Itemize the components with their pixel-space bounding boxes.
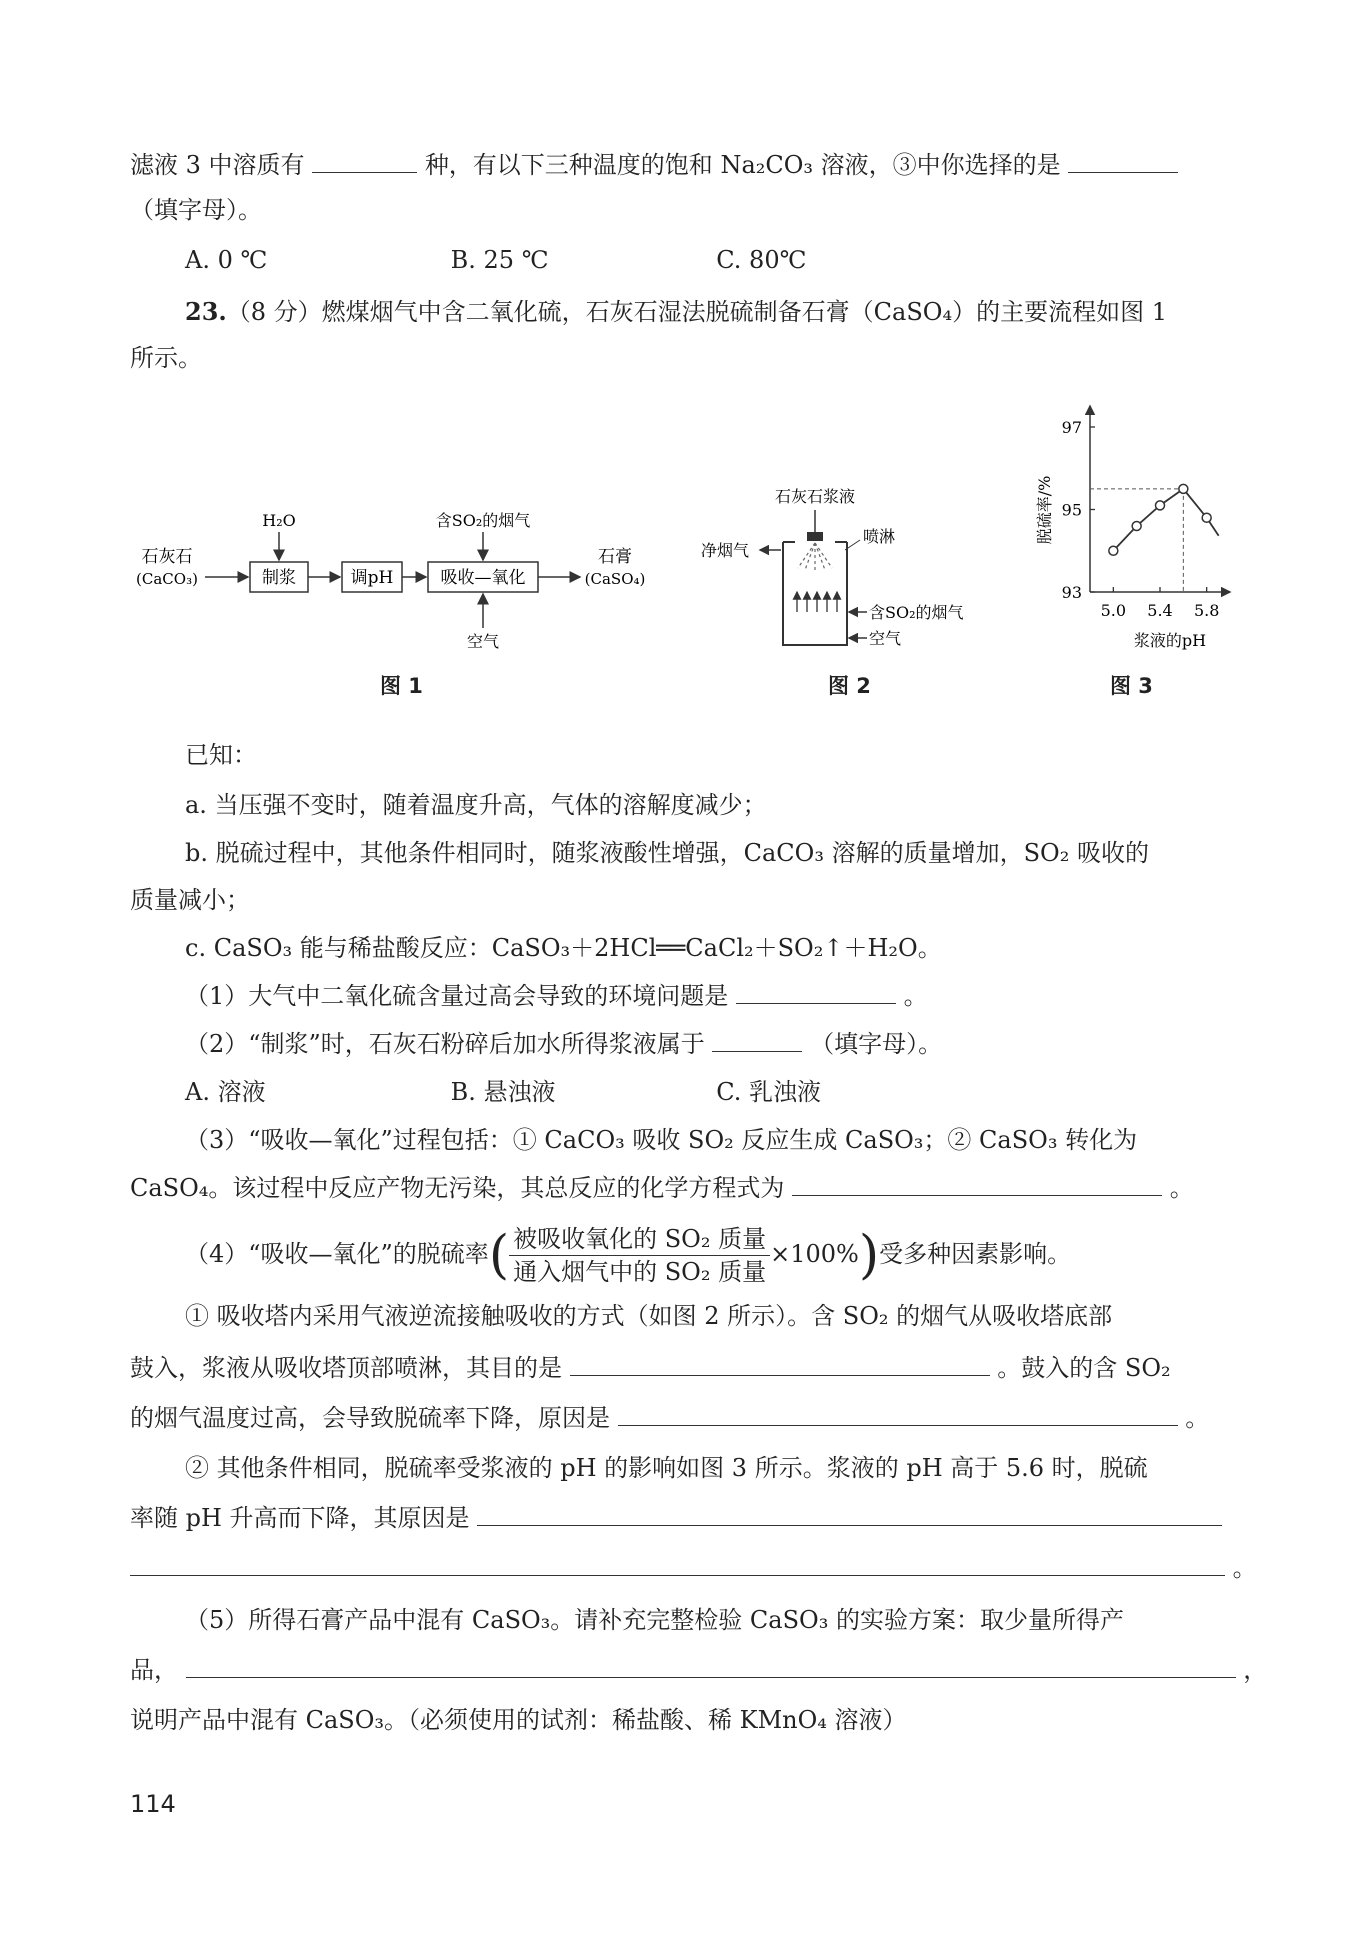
x-axis-label: 浆液的pH: [1133, 631, 1207, 650]
text: 率随 pH 升高而下降，其原因是: [130, 1504, 470, 1532]
q3-cont: [130, 1168, 1250, 1208]
text: 。: [1169, 1174, 1194, 1202]
question-intro-cont: [130, 338, 1250, 378]
left-paren: (: [488, 1225, 510, 1286]
output-label: 石膏: [598, 547, 632, 567]
text: （2）“制浆”时，石灰石粉碎后加水所得浆液属于: [185, 1030, 705, 1058]
data-point: [1202, 513, 1211, 522]
figure-2-caption: 图 2: [828, 674, 871, 698]
fraction: [509, 1223, 770, 1288]
q4-1-cont: [130, 1348, 1250, 1388]
data-point: [1179, 484, 1188, 493]
input-label: 石灰石: [141, 547, 193, 567]
known-title: 已知：: [185, 741, 257, 769]
q2: [185, 1024, 1305, 1064]
q4-2-cont: [130, 1498, 1250, 1538]
text: （填字母）。: [810, 1030, 943, 1058]
fraction-numerator: 被吸收氧化的 SO₂ 质量: [509, 1223, 770, 1256]
q4-2: ② 其他条件相同，脱硫率受浆液的 pH 的影响如图 3 所示。浆液的 pH 高于 5.6 时，脱硫: [185, 1454, 1148, 1482]
option-c: C. 80℃: [716, 246, 807, 274]
text: 的烟气温度过高，会导致脱硫率下降，原因是: [130, 1404, 610, 1432]
answer-blank[interactable]: [477, 1499, 1222, 1526]
page-number: 114: [130, 1790, 176, 1818]
x-tick-label: 5.8: [1193, 601, 1220, 620]
q4: [185, 1218, 1305, 1290]
text: 受多种因素影响。: [879, 1240, 1072, 1268]
answer-blank[interactable]: [792, 1169, 1162, 1196]
spray-nozzle: [807, 532, 823, 541]
answer-blank[interactable]: [130, 1549, 1225, 1576]
q5-cont: [130, 1650, 1268, 1690]
text: （8 分）燃煤烟气中含二氧化硫，石灰石湿法脱硫制备石膏（CaSO₄）的主要流程如图 1: [226, 298, 1167, 326]
fraction-denominator: 通入烟气中的 SO₂ 质量: [513, 1258, 767, 1286]
question-number: 23.: [185, 297, 227, 326]
figure-3-caption: 图 3: [1110, 674, 1153, 698]
option-b: B. 悬浊液: [450, 1078, 556, 1106]
box-slurry-label: 制浆: [262, 568, 296, 588]
text: （1）大气中二氧化硫含量过高会导致的环境问题是: [185, 982, 729, 1010]
figure-1-caption: 图 1: [380, 674, 423, 698]
y-axis-label: 脱硫率/%: [1035, 475, 1054, 545]
text: CaSO₄。该过程中反应产物无污染，其总反应的化学方程式为: [130, 1174, 785, 1202]
figure-1-flow-diagram: [135, 500, 675, 660]
right-paren: ): [858, 1225, 880, 1286]
known-a: a. 当压强不变时，随着温度升高，气体的溶解度减少；: [185, 791, 767, 819]
text: 所示。: [130, 344, 202, 372]
question-line: [130, 190, 1250, 230]
figure-2-absorption-tower: [695, 480, 995, 660]
input-formula: (CaCO₃): [136, 570, 198, 588]
text: 。鼓入的含 SO₂: [997, 1354, 1171, 1382]
known-c: c. CaSO₃ 能与稀盐酸反应：CaSO₃＋2HCl══CaCl₂＋SO₂↑＋H₂O。: [185, 934, 942, 962]
answer-blank[interactable]: [736, 977, 896, 1004]
option-c: C. 乳浊液: [716, 1078, 822, 1106]
slurry-label: 石灰石浆液: [774, 487, 856, 506]
q5-cont2: 说明产品中混有 CaSO₃。（必须使用的试剂：稀盐酸、稀 KMnO₄ 溶液）: [130, 1706, 907, 1734]
y-tick-label: 95: [1061, 500, 1082, 520]
q4-2-cont2: [130, 1548, 1257, 1588]
air-label: 空气: [466, 632, 500, 651]
question-line: [130, 145, 1250, 185]
answer-blank[interactable]: [1068, 146, 1178, 173]
text: 。: [1232, 1554, 1257, 1582]
data-point: [1156, 501, 1165, 510]
q2-options: [185, 1072, 1305, 1112]
answer-blank[interactable]: [712, 1025, 802, 1052]
option-b: B. 25 ℃: [450, 246, 549, 274]
known-b: b. 脱硫过程中，其他条件相同时，随浆液酸性增强，CaCO₃ 溶解的质量增加，SO₂ 吸收的: [185, 839, 1149, 867]
known-b-cont: 质量减小；: [130, 886, 250, 914]
answer-blank[interactable]: [312, 146, 417, 173]
box-absorb-oxidize-label: 吸收—氧化: [440, 568, 526, 588]
flue-gas-label: 含SO₂的烟气: [869, 603, 964, 622]
text: 。: [1185, 1404, 1210, 1432]
data-point: [1109, 546, 1118, 555]
text: ，: [1243, 1656, 1268, 1684]
text: 种，有以下三种温度的饱和 Na₂CO₃ 溶液，③中你选择的是: [424, 151, 1061, 179]
text: （填字母）。: [130, 196, 262, 224]
output-formula: (CaSO₄): [584, 570, 646, 588]
q4-1: ① 吸收塔内采用气液逆流接触吸收的方式（如图 2 所示）。含 SO₂ 的烟气从吸收塔底部: [185, 1302, 1113, 1330]
text: （4）“吸收—氧化”的脱硫率: [185, 1240, 489, 1268]
option-row: [185, 240, 1305, 280]
option-a: A. 溶液: [185, 1078, 266, 1106]
q1: [185, 976, 1305, 1016]
x-tick-label: 5.4: [1147, 601, 1173, 620]
flue-gas-label: 含SO₂的烟气: [435, 511, 531, 530]
y-tick-label: 97: [1061, 418, 1082, 437]
answer-blank[interactable]: [570, 1349, 990, 1376]
clean-gas-label: 净烟气: [701, 541, 750, 560]
text: 。: [903, 982, 928, 1010]
y-tick-label: 93: [1061, 583, 1082, 602]
spray-label: 喷淋: [863, 527, 896, 546]
q5: （5）所得石膏产品中混有 CaSO₃。请补充完整检验 CaSO₃ 的实验方案：取少量所得产: [185, 1606, 1124, 1634]
q3: （3）“吸收—氧化”过程包括：① CaCO₃ 吸收 SO₂ 反应生成 CaSO₃；② CaSO₃ 转化为: [185, 1126, 1138, 1154]
q4-1-cont2: [130, 1398, 1250, 1438]
water-label: H₂O: [262, 511, 296, 530]
text: 鼓入，浆液从吸收塔顶部喷淋，其目的是: [130, 1354, 562, 1382]
data-point: [1132, 522, 1141, 531]
answer-blank[interactable]: [186, 1651, 1236, 1678]
text: ×100%: [770, 1240, 859, 1268]
air-label: 空气: [869, 629, 902, 648]
answer-blank[interactable]: [618, 1399, 1178, 1426]
box-adjust-ph-label: 调pH: [350, 568, 394, 588]
figure-3-chart: [1020, 400, 1250, 660]
question-intro: [185, 292, 1305, 332]
text: 滤液 3 中溶质有: [130, 151, 305, 179]
option-a: A. 0 ℃: [185, 246, 268, 274]
text: 品，: [130, 1656, 178, 1684]
x-tick-label: 5.0: [1100, 601, 1127, 620]
